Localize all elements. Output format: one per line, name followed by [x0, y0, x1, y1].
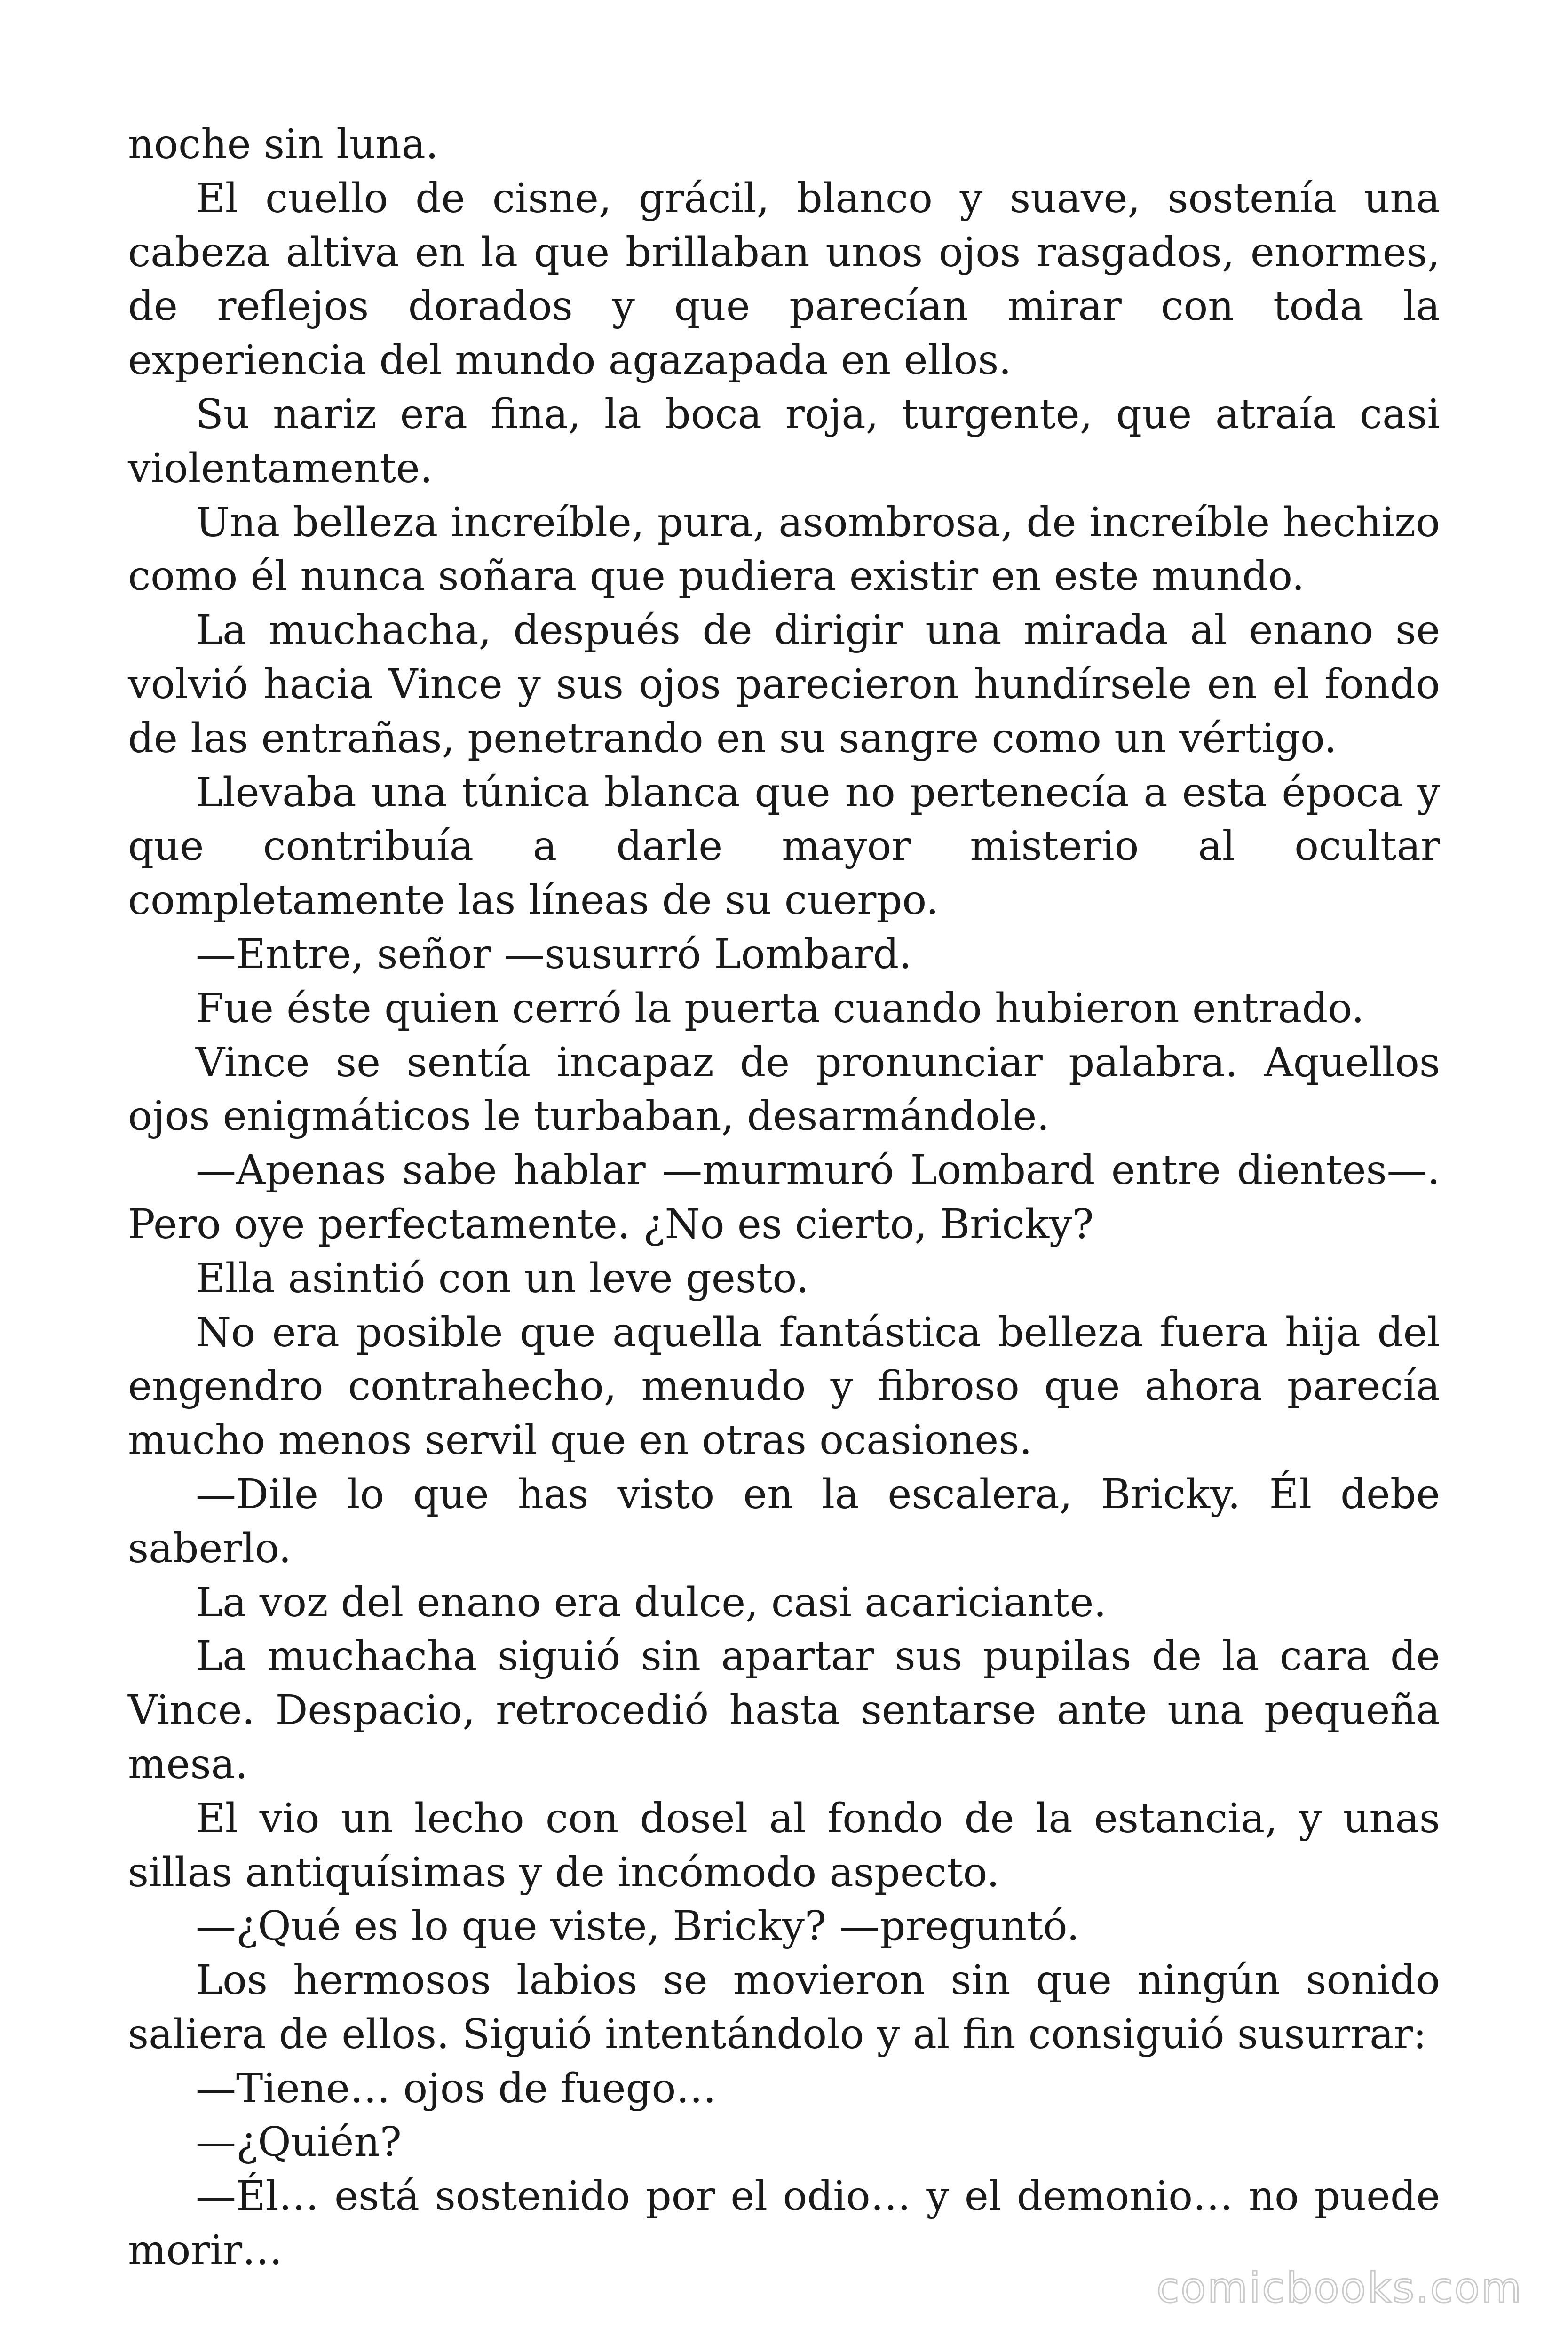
paragraph: noche sin luna. [128, 121, 439, 168]
paragraph: —Tiene… ojos de fuego… [196, 2065, 717, 2112]
paragraph: Llevaba una túnica blanca que no pertenecía a esta época y que contribuía a darle mayor misterio al ocultar completamente las líneas de su cuerpo. [128, 769, 1440, 924]
paragraph: La voz del enano era dulce, casi acariciante. [196, 1579, 1107, 1626]
paragraph: La muchacha siguió sin apartar sus pupilas de la cara de Vince. Despacio, retrocedió hasta sentarse ante una pequeña mesa. [128, 1633, 1440, 1788]
watermark: comicbooks.com [1156, 2264, 1523, 2312]
paragraph: Vince se sentía incapaz de pronunciar palabra. Aquellos ojos enigmáticos le turbaban, desarmándole. [128, 1039, 1440, 1140]
paragraph: Una belleza increíble, pura, asombrosa, de increíble hechizo como él nunca soñara que pudiera existir en este mundo. [128, 499, 1440, 600]
paragraph: —Entre, señor —susurró Lombard. [196, 930, 912, 978]
paragraph: —Apenas sabe hablar —murmuró Lombard entre dientes—. Pero oye perfectamente. ¿No es cierto, Bricky? [128, 1147, 1440, 1248]
paragraph: Los hermosos labios se movieron sin que ningún sonido saliera de ellos. Siguió intentándolo y al fin consiguió susurrar: [128, 1957, 1440, 2058]
paragraph: El vio un lecho con dosel al fondo de la estancia, y unas sillas antiquísimas y de incómodo aspecto. [128, 1795, 1440, 1896]
paragraph: —¿Quién? [196, 2119, 402, 2166]
paragraph: Su nariz era fina, la boca roja, turgente, que atraía casi violentamente. [128, 390, 1440, 492]
paragraph: Fue éste quien cerró la puerta cuando hubieron entrado. [196, 985, 1364, 1032]
paragraph: La muchacha, después de dirigir una mirada al enano se volvió hacia Vince y sus ojos parecieron hundírsele en el fondo de las entrañas, penetrando en su sangre como un vértigo. [128, 607, 1440, 762]
paragraph: —¿Qué es lo que viste, Bricky? —preguntó. [196, 1903, 1080, 1950]
paragraph: El cuello de cisne, grácil, blanco y suave, sostenía una cabeza altiva en la que brillaban unos ojos rasgados, enormes, de reflejos dorados y que parecían mirar con toda la experiencia del mundo agazapada en ellos. [128, 175, 1440, 384]
paragraph: —Dile lo que has visto en la escalera, Bricky. Él debe saberlo. [128, 1470, 1440, 1572]
paragraph: Ella asintió con un leve gesto. [196, 1255, 809, 1302]
paragraph: No era posible que aquella fantástica belleza fuera hija del engendro contrahecho, menudo y fibroso que ahora parecía mucho menos servil que en otras ocasiones. [128, 1309, 1440, 1464]
body-text [128, 118, 1440, 2278]
paragraph: —Él… está sostenido por el odio… y el demonio… no puede morir… [128, 2173, 1440, 2274]
